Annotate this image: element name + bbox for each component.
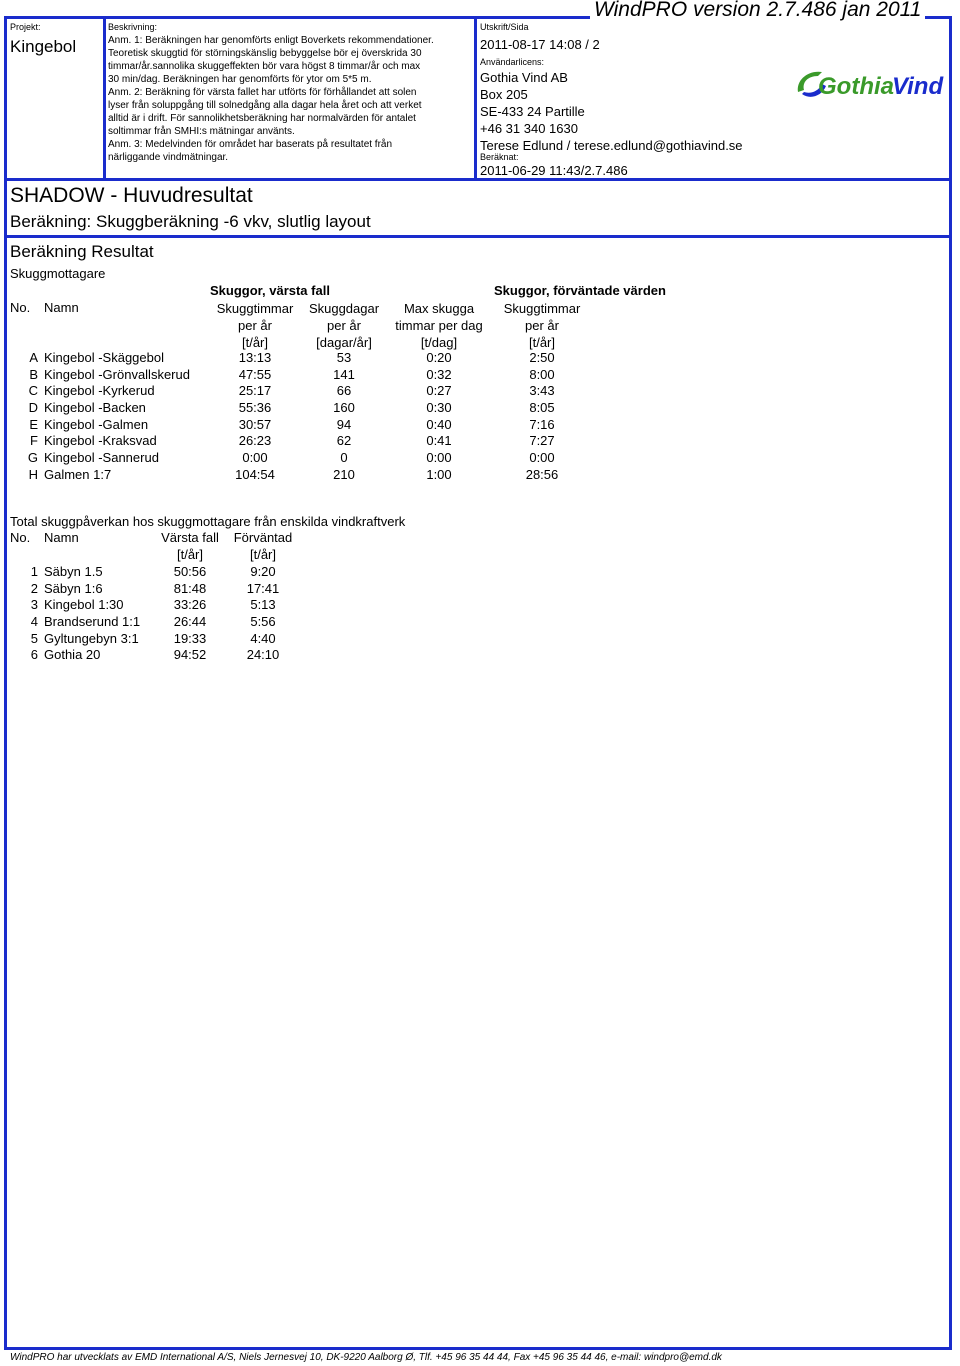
title-divider bbox=[4, 235, 952, 238]
utskrift-value: 2011-08-17 14:08 / 2 bbox=[480, 37, 600, 52]
svg-text:Vind: Vind bbox=[892, 73, 944, 100]
turbines-col-expected: Förväntad bbox=[233, 530, 293, 545]
licens-text: Gothia Vind AB Box 205 SE-433 24 Partille +46 31 340 1630 Terese Edlund / terese.edlund@gothiavind.se bbox=[480, 70, 743, 153]
col-exp-header: Skuggtimmar per år [t/år] bbox=[503, 301, 581, 350]
footer-text: WindPRO har utvecklats av EMD International A/S, Niels Jernesvej 10, DK-9220 Aalborg Ø, Tlf. +45 96 35 44 44, Fax +45 96 35 44 46, e-mail: windpro@emd.dk bbox=[10, 1352, 722, 1363]
licens-label: Användarlicens: bbox=[480, 57, 545, 67]
turbines-col-name: Namn bbox=[44, 530, 79, 545]
version-label: WindPRO version 2.7.486 jan 2011 bbox=[590, 0, 925, 22]
header-divider bbox=[4, 178, 952, 181]
projekt-value: Kingebol bbox=[10, 37, 77, 56]
page-title: SHADOW - Huvudresultat bbox=[10, 184, 253, 207]
turbines-col-worst: Värsta fall bbox=[161, 530, 219, 545]
section-sub: Skuggmottagare bbox=[10, 266, 106, 281]
gothiavind-logo bbox=[792, 64, 952, 104]
beskrivning-label: Beskrivning: bbox=[108, 22, 158, 32]
utskrift-label: Utskrift/Sida bbox=[480, 22, 529, 32]
turbines-col-no: No. bbox=[10, 530, 31, 545]
col-max-header: Max skugga timmar per dag [t/dag] bbox=[395, 301, 483, 350]
calc-line bbox=[10, 212, 371, 232]
turbines-unit-worst: [t/år] bbox=[176, 547, 203, 562]
beraknat-label: Beräknat: bbox=[480, 152, 519, 162]
group-expected: Skuggor, förväntade värden bbox=[494, 283, 666, 298]
calc-label: Beräkning: bbox=[10, 212, 92, 231]
group-worst: Skuggor, värsta fall bbox=[210, 283, 330, 298]
col-days-header: Skuggdagar per år [dagar/år] bbox=[308, 301, 380, 350]
beraknat-value: 2011-06-29 11:43/2.7.486 bbox=[480, 163, 628, 178]
col-hours-header: Skuggtimmar per år [t/år] bbox=[216, 301, 294, 350]
turbines-heading: Total skuggpåverkan hos skuggmottagare från enskilda vindkraftverk bbox=[10, 514, 406, 529]
calc-value: Skuggberäkning -6 vkv, slutlig layout bbox=[96, 212, 371, 231]
projekt-label: Projekt: bbox=[10, 22, 41, 32]
col-name-header: Namn bbox=[44, 300, 79, 315]
beskrivning-text: Anm. 1: Beräkningen har genomförts enligt Boverkets rekommendationer. Teoretisk skuggtid för störningskänslig bebyggelse bör ej överskrida 30 timmar/år.sannolika skuggeffekten bör vara högst 8 timmar/år och max 30 min/dag. Beräkningen har genomförts för ytor om 5*5 m. Anm. 2: Beräkning för värsta fallet har utförts för förhållandet att solen lyser från soluppgång till solnedgång alla dagar hela året och att verket alltid är i drift. För sannolikhetsberäkning har normalvärden för antalet soltimmar från SMHI:s mätningar använts. Anm. 3: Medelvinden för området har baserats på resultatet från närliggande vindmätningar. bbox=[108, 35, 434, 163]
turbines-unit-expected: [t/år] bbox=[249, 547, 276, 562]
col-no-header: No. bbox=[10, 300, 31, 315]
section-heading: Beräkning Resultat bbox=[10, 242, 154, 261]
col-divider-1 bbox=[103, 16, 106, 179]
svg-text:Gothia: Gothia bbox=[818, 73, 894, 100]
col-divider-2 bbox=[474, 16, 477, 179]
